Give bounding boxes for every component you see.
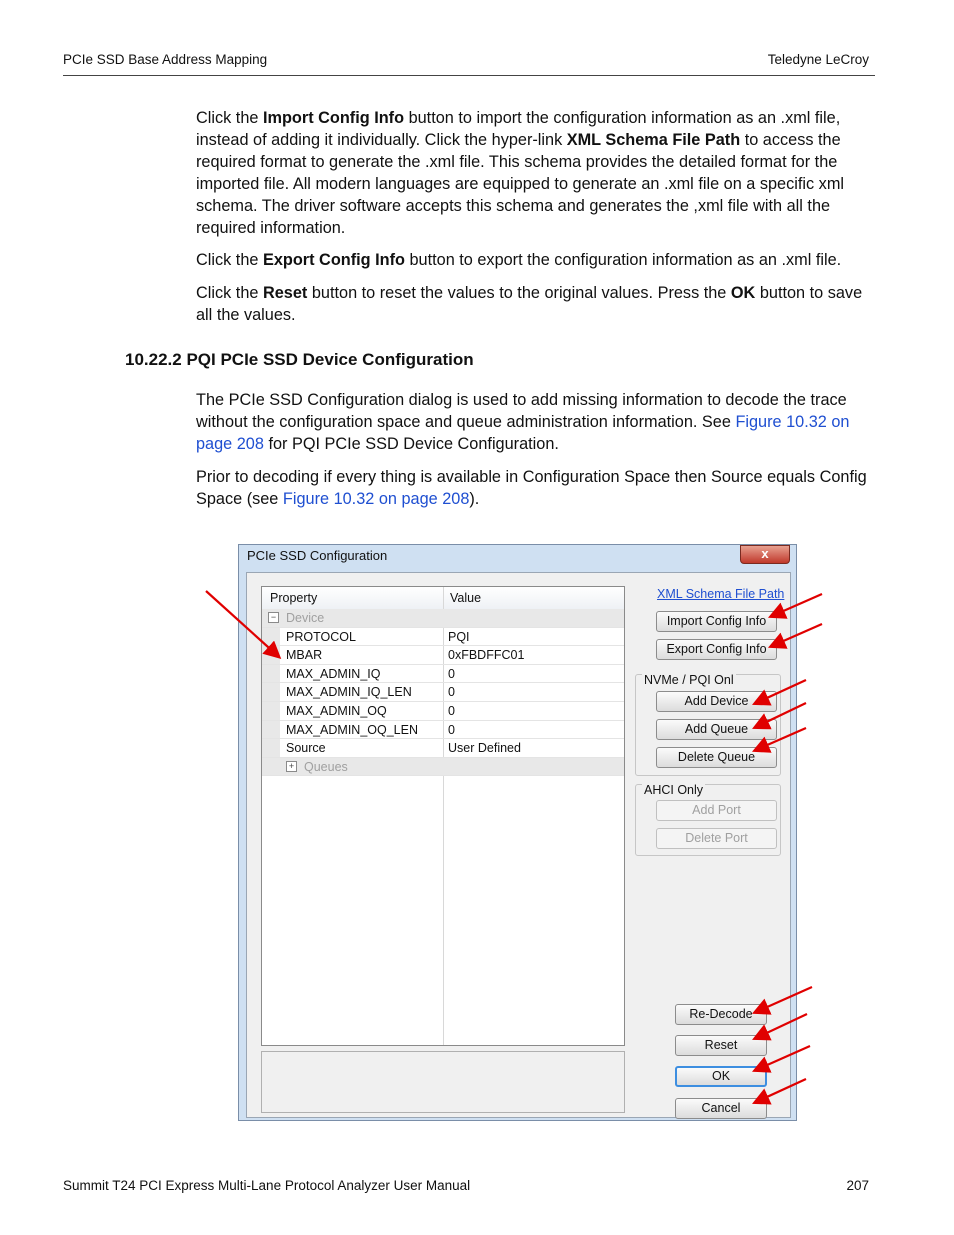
- redecode-button[interactable]: Re-Decode: [675, 1004, 767, 1025]
- arrow: [772, 594, 822, 616]
- collapse-icon[interactable]: −: [268, 612, 279, 623]
- export-config-button[interactable]: Export Config Info: [656, 639, 777, 660]
- property-value[interactable]: User Defined: [448, 741, 521, 756]
- property-name: MAX_ADMIN_IQ_LEN: [286, 685, 412, 700]
- arrow: [756, 680, 806, 703]
- paragraph-export: Click the Export Config Info button to export the configuration information as an .xml file.: [196, 251, 842, 269]
- property-value[interactable]: 0: [448, 685, 455, 700]
- delete-port-button[interactable]: Delete Port: [656, 828, 777, 849]
- property-value[interactable]: 0: [448, 704, 455, 718]
- expand-icon[interactable]: +: [286, 761, 297, 772]
- arrow: [756, 703, 806, 727]
- arrow: [756, 728, 806, 750]
- paragraph-reset: Click the Reset button to reset the values to the original values. Press the OK button to save all the values.: [196, 284, 863, 324]
- dialog-title: PCIe SSD Configuration: [247, 548, 388, 563]
- reset-button[interactable]: Reset: [675, 1035, 767, 1056]
- section-heading: 10.22.2 PQI PCIe SSD Device Configuration: [125, 350, 474, 369]
- running-footer-title: Summit T24 PCI Express Multi-Lane Protocol Analyzer User Manual: [63, 1178, 471, 1193]
- property-name: MBAR: [286, 648, 323, 663]
- add-port-button[interactable]: Add Port: [656, 800, 777, 821]
- close-icon[interactable]: x: [740, 545, 790, 564]
- paragraph-intro: The PCIe SSD Configuration dialog is used to add missing information to decode the trace without the configuration space and queue administration information. See Figure 10.32 on page 208 for PQI PCIe SSD Device Configuration.: [196, 391, 850, 453]
- running-header-title: PCIe SSD Base Address Mapping: [63, 52, 268, 67]
- property-value[interactable]: 0xFBDFFC01: [448, 648, 525, 663]
- xml-schema-link[interactable]: XML Schema File Path: [657, 587, 785, 601]
- import-config-button[interactable]: Import Config Info: [656, 611, 777, 632]
- property-value[interactable]: 0: [448, 666, 455, 681]
- cancel-button[interactable]: Cancel: [675, 1098, 767, 1119]
- running-header-company: Teledyne LeCroy: [767, 52, 869, 67]
- property-value[interactable]: 0: [448, 722, 455, 737]
- arrow: [756, 1079, 806, 1102]
- property-value[interactable]: PQI: [448, 629, 470, 644]
- add-device-button[interactable]: Add Device: [656, 691, 777, 712]
- property-name: MAX_ADMIN_IQ: [286, 666, 381, 681]
- arrow: [756, 987, 812, 1012]
- property-name: MAX_ADMIN_OQ: [286, 704, 387, 718]
- column-header-value: Value: [450, 591, 482, 605]
- category-label: Queues: [304, 759, 348, 774]
- column-header-property: Property: [270, 591, 318, 605]
- arrow: [756, 1046, 810, 1070]
- group-label: NVMe / PQI Onl: [644, 673, 734, 687]
- arrow: [206, 591, 278, 656]
- category-label: Device: [286, 611, 325, 625]
- figure-link[interactable]: Figure 10.32 on page 208: [282, 490, 470, 508]
- property-name: MAX_ADMIN_OQ_LEN: [286, 722, 418, 737]
- group-label: AHCI Only: [644, 783, 704, 797]
- delete-queue-button[interactable]: Delete Queue: [656, 747, 777, 768]
- paragraph-import: Click the Import Config Info button to import the configuration information as an .xml file, instead of adding it individually. Click the hyper-link XML Schema File Path to access the required format to generate the .xml file. This schema provides the detailed format for the imported file. All modern languages are equipped to generate an .xml file on a specific xml schema. The driver software accepts this schema and generates the ,xml file with all the required information.: [196, 109, 844, 237]
- arrow: [772, 624, 822, 646]
- arrow: [756, 1014, 807, 1038]
- page-number: 207: [846, 1178, 869, 1193]
- ok-button[interactable]: OK: [675, 1066, 767, 1087]
- add-queue-button[interactable]: Add Queue: [656, 719, 777, 740]
- paragraph-source: Prior to decoding if every thing is available in Configuration Space then Source equals Config Space (see Figure 10.32 on page 208).: [196, 468, 867, 508]
- property-name: Source: [286, 741, 326, 756]
- figure-link[interactable]: Figure 10.32 on page 208: [196, 413, 850, 453]
- property-name: PROTOCOL: [286, 629, 356, 644]
